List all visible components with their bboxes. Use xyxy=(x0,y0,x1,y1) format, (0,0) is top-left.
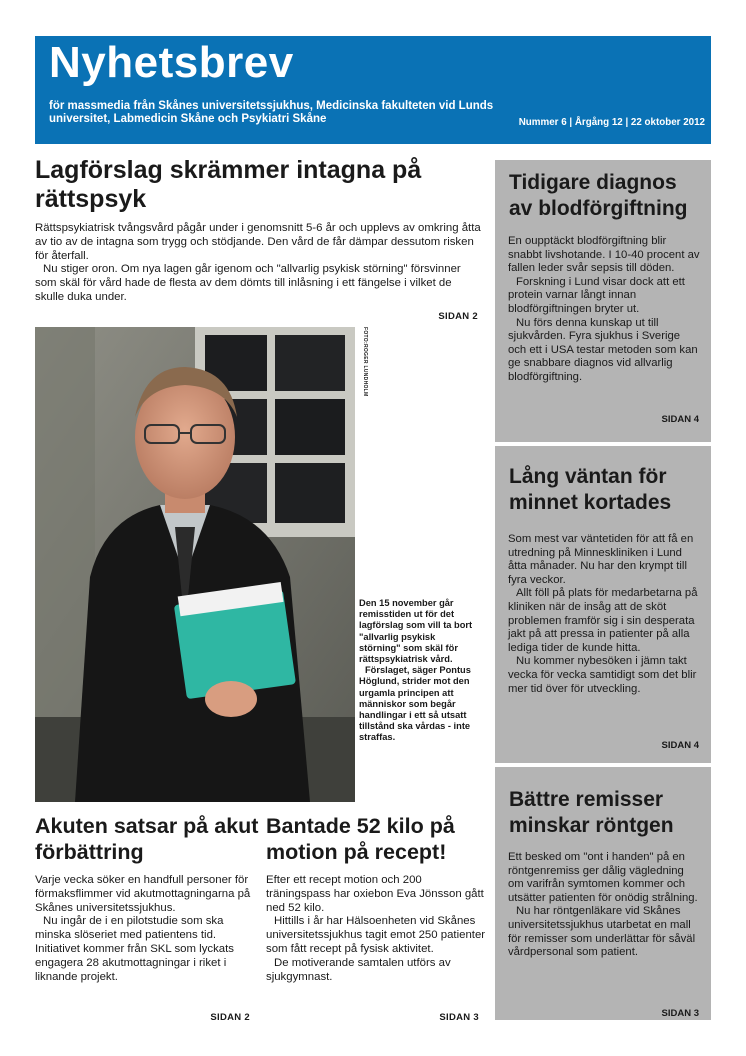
sidebar-body xyxy=(508,533,700,696)
masthead-subtitle: för massmedia från Skånes universitetssjukhus, Medicinska fakulteten vid Lunds universitet, Labmedicin Skåne och Psykiatri Skåne xyxy=(49,100,494,125)
sidebar-paragraph: Ett besked om "ont i handen" på en röntgenremiss ger dålig vägledning om varifrån symtomen kommer och utsätter patienten för onödig strålning. xyxy=(508,851,698,904)
bantade-headline: Bantade 52 kilo på motion på recept! xyxy=(266,814,455,864)
portrait-illustration xyxy=(35,327,355,802)
akuten-paragraph: Nu ingår de i en pilotstudie som ska minska slöseriet med patientens tid. Initiativet kommer från SKL som lyckats engagera 28 akutmottagningar i riket i liknande projekt. xyxy=(35,915,234,983)
sidebar-paragraph: Nu förs denna kunskap ut till sjukvården. Fyra sjukhus i Sverige och ett i USA testar metoden som kan ge snabbare diagnos vid allvarlig blodförgiftning. xyxy=(508,316,698,383)
sidebar-page-ref: SIDAN 4 xyxy=(661,740,699,751)
main-story-page-ref: SIDAN 2 xyxy=(438,311,478,322)
masthead xyxy=(35,36,711,144)
sidebar-headline: Tidigare diagnos av blodförgiftning xyxy=(509,171,688,220)
akuten-page-ref: SIDAN 2 xyxy=(210,1012,250,1023)
sidebar-paragraph: Som mest var väntetiden för att få en utredning på Minneskliniken i Lund åtta månader. Nu har den krympt till fyra veckor. xyxy=(508,533,694,586)
issue-info: Nummer 6 | Årgång 12 | 22 oktober 2012 xyxy=(518,117,705,128)
bantade-page-ref: SIDAN 3 xyxy=(439,1012,479,1023)
photo-caption xyxy=(359,598,477,744)
sidebar-paragraph: En oupptäckt blodförgiftning blir snabbt livshotande. I 10-40 procent av fallen leder svår sepsis till döden. xyxy=(508,235,700,275)
sidebar-page-ref: SIDAN 3 xyxy=(661,1008,699,1019)
bantade-paragraph: De motiverande samtalen utförs av sjukgymnast. xyxy=(266,956,451,983)
main-story-body xyxy=(35,222,481,305)
bantade-paragraph: Efter ett recept motion och 200 träningspass har oxiebon Eva Jönsson gått ned 52 kilo. xyxy=(266,874,484,914)
akuten-paragraph: Varje vecka söker en handfull personer för förmaksflimmer vid akutmottagningarna på Skånes universitetssjukhus. xyxy=(35,874,251,914)
main-story-headline: Lagförslag skrämmer intagna på rättspsyk xyxy=(35,156,422,213)
bantade-paragraph: Hittills i år har Hälsoenheten vid Skånes universitetssjukhus tagit emot 250 patienter som fått recept på fysisk aktivitet. xyxy=(266,915,486,955)
masthead-title: Nyhetsbrev xyxy=(49,38,294,87)
sidebar-body xyxy=(508,851,700,960)
sidebar-paragraph: Allt föll på plats för medarbetarna på kliniken när de insåg att de sköt problemen framför sig i sin desperata jakt på att pressa in patienter på alla lediga tider de kunde hitta. xyxy=(508,587,698,654)
sidebar-headline: Bättre remisser minskar röntgen xyxy=(509,788,674,837)
sidebar-body xyxy=(508,235,700,385)
portrait-photo xyxy=(35,327,355,802)
main-story-paragraph: Rättspsykiatrisk tvångsvård pågår under i genomsnitt 5-6 år och upplevs av omkring åtta av tio av de intagna som trygg och stödjande. Den vård de får dämpar dessutom risken för återfall. xyxy=(35,222,481,262)
sidebar-page-ref: SIDAN 4 xyxy=(661,414,699,425)
caption-paragraph: Den 15 november går remisstiden ut för det lagförslag som vill ta bort "allvarlig psykisk störning" som skäl för rättspsykiatrisk vård. xyxy=(359,598,473,665)
sidebar-box-minnet xyxy=(495,446,711,763)
bantade-body xyxy=(266,874,488,984)
caption-paragraph: Förslaget, säger Pontus Höglund, strider mot den urgamla principen att människor som begår handlingar i ett så utsatt tillstånd ska vårdas - inte straffas. xyxy=(359,665,471,743)
sidebar-paragraph: Nu kommer nybesöken i jämn takt vecka för vecka samtidigt som det blir mer tid över för utveckling. xyxy=(508,655,697,695)
akuten-body xyxy=(35,874,257,984)
sidebar-headline: Lång väntan för minnet kortades xyxy=(509,465,672,514)
sidebar-box-blodforgiftning xyxy=(495,160,711,442)
sidebar-paragraph: Forskning i Lund visar dock att ett protein varnar långt innan blodförgiftningen bryter ut. xyxy=(508,275,685,315)
sidebar-box-remisser xyxy=(495,767,711,1020)
akuten-headline: Akuten satsar på akut förbättring xyxy=(35,814,259,864)
sidebar-paragraph: Nu har röntgenläkare vid Skånes universitetssjukhus utarbetat en mall för remisser som underlättar för såväl vårdpersonal som patient. xyxy=(508,905,696,959)
photo-credit: FOTO:ROGER LUNDHOLM xyxy=(362,327,368,397)
main-story-paragraph: Nu stiger oron. Om nya lagen går igenom och "allvarlig psykisk störning" försvinner som skäl för vård hade de flesta av dem dömts till inlåsning i ett fängelse i vilket de skulle duka under. xyxy=(35,263,461,303)
